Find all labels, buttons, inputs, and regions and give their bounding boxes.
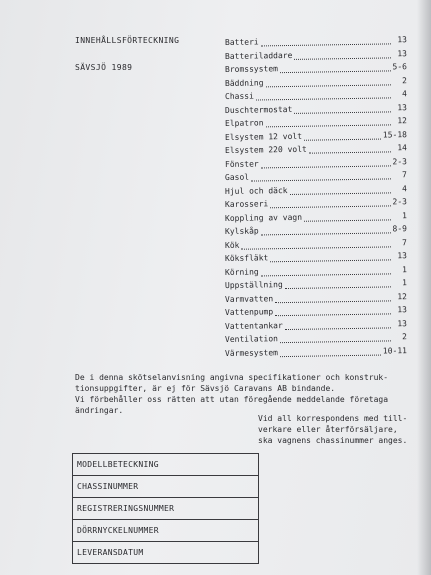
toc-entry-name: Värmesystem bbox=[224, 347, 279, 358]
toc-entry-name: Vattenpump bbox=[224, 307, 274, 317]
toc-entry-name: Batteriladdare bbox=[224, 50, 293, 61]
toc-entry-name: Elsystem 220 volt bbox=[224, 144, 307, 155]
toc-entry-page: 1 bbox=[402, 210, 408, 220]
toc-entry-name: Hjul och däck bbox=[224, 185, 288, 196]
toc-entry-page: 4 bbox=[402, 183, 408, 193]
toc-dot-leader bbox=[290, 192, 391, 195]
toc-dot-leader bbox=[266, 125, 391, 128]
toc-dot-leader bbox=[275, 314, 391, 317]
toc-entry-name: Chassi bbox=[224, 91, 254, 101]
form-field-label: DÖRRNYCKELNUMMER bbox=[77, 526, 159, 535]
toc-entry-page: 7 bbox=[402, 170, 408, 180]
vehicle-info-form bbox=[72, 453, 259, 564]
toc-dot-leader bbox=[294, 57, 391, 60]
form-field-row bbox=[73, 542, 258, 564]
toc-entry-name: Körning bbox=[224, 266, 259, 277]
toc-entry-page: 12 bbox=[397, 291, 408, 301]
form-field-label: REGISTRERINGSNUMMER bbox=[77, 504, 175, 513]
toc-row bbox=[225, 346, 407, 362]
toc-entry-name: Fönster bbox=[224, 158, 259, 169]
toc-entry-page: 2-3 bbox=[392, 156, 408, 166]
toc-entry-name: Duschtermostat bbox=[224, 104, 293, 115]
toc-dot-leader bbox=[261, 233, 391, 236]
toc-dot-leader bbox=[280, 71, 391, 74]
toc-entry-page: 14 bbox=[397, 143, 408, 153]
toc-entry-name: Bäddning bbox=[224, 77, 264, 88]
toc-entry-page: 15-18 bbox=[382, 129, 408, 140]
toc-entry-page: 13 bbox=[397, 102, 408, 112]
form-field-row bbox=[73, 476, 258, 498]
toc-dot-leader bbox=[309, 152, 391, 154]
toc-dot-leader bbox=[280, 354, 381, 357]
toc-dot-leader bbox=[261, 165, 391, 168]
form-field-row bbox=[73, 520, 258, 542]
disclaimer-text: De i denna skötselanvisning angivna specifikationer och konstruk- tionsuppgifter, är ej för Sävsjö Caravans AB bindande. Vi förbehåller oss rätten att utan föregående meddelande företaga ändringar. bbox=[75, 373, 389, 415]
toc-entry-page: 13 bbox=[397, 318, 408, 328]
page-title: INNEHÅLLSFÖRTECKNING bbox=[75, 36, 180, 45]
toc-entry-page: 1 bbox=[402, 264, 408, 274]
toc-entry-name: Batteri bbox=[224, 37, 259, 47]
toc-entry-page: 13 bbox=[397, 305, 408, 315]
toc-dot-leader bbox=[285, 327, 391, 330]
toc-entry-page: 8-9 bbox=[392, 224, 408, 234]
form-field-label: MODELLBETECKNING bbox=[77, 460, 159, 469]
toc-dot-leader bbox=[256, 98, 391, 101]
toc-entry-page: 2 bbox=[402, 75, 408, 85]
toc-dot-leader bbox=[294, 111, 391, 114]
toc-entry-page: 12 bbox=[397, 116, 408, 126]
form-field-label: CHASSINUMMER bbox=[77, 482, 139, 491]
place-year: SÄVSJÖ 1989 bbox=[75, 63, 133, 72]
toc-dot-leader bbox=[280, 341, 391, 344]
toc-entry-page: 5-6 bbox=[392, 62, 408, 72]
form-field-row bbox=[73, 454, 258, 476]
toc-entry-name: Kylskåp bbox=[224, 226, 259, 236]
toc-dot-leader bbox=[285, 287, 391, 290]
toc-entry-page: 7 bbox=[402, 237, 408, 247]
toc-dot-leader bbox=[304, 138, 381, 140]
toc-entry-page: 1 bbox=[402, 278, 408, 288]
form-field-label: LEVERANSDATUM bbox=[77, 548, 144, 557]
toc-dot-leader bbox=[275, 300, 391, 303]
toc-entry-name: Varmvatten bbox=[224, 293, 274, 304]
toc-dot-leader bbox=[261, 44, 391, 47]
toc-entry-name: Köksfläkt bbox=[224, 253, 269, 263]
toc-entry-name: Bromssystem bbox=[224, 64, 279, 74]
toc-entry-page: 10-11 bbox=[382, 345, 408, 356]
toc-entry-page: 13 bbox=[397, 48, 408, 58]
toc-entry-page: 4 bbox=[402, 89, 408, 99]
toc-entry-name: Koppling av vagn bbox=[224, 212, 303, 223]
toc-entry-name: Elsystem 12 volt bbox=[224, 131, 303, 142]
toc-entry-name: Elpatron bbox=[224, 118, 264, 128]
form-field-row bbox=[73, 498, 258, 520]
toc-entry-name: Gasol bbox=[224, 172, 250, 182]
toc-entry-name: Kök bbox=[224, 240, 240, 250]
toc-dot-leader bbox=[304, 219, 391, 221]
toc-entry-page: 13 bbox=[397, 251, 408, 261]
toc-dot-leader bbox=[266, 84, 391, 87]
table-of-contents bbox=[224, 35, 408, 362]
toc-entry-name: Ventilation bbox=[224, 334, 279, 344]
toc-dot-leader bbox=[270, 206, 390, 209]
correspondence-text: Vid all korrespondens med till- verkare eller återförsäljare, ska vagnens chassinummer anges. bbox=[258, 414, 408, 445]
toc-entry-name: Vattentankar bbox=[224, 320, 283, 331]
toc-entry-name: Uppställning bbox=[224, 280, 283, 290]
toc-dot-leader bbox=[241, 246, 391, 249]
toc-dot-leader bbox=[261, 273, 391, 276]
toc-entry-page: 2-3 bbox=[392, 197, 408, 207]
toc-entry-page: 2 bbox=[402, 332, 408, 342]
toc-dot-leader bbox=[270, 260, 391, 263]
toc-dot-leader bbox=[251, 179, 391, 182]
toc-entry-name: Karosseri bbox=[224, 199, 269, 209]
toc-entry-page: 13 bbox=[397, 35, 408, 45]
